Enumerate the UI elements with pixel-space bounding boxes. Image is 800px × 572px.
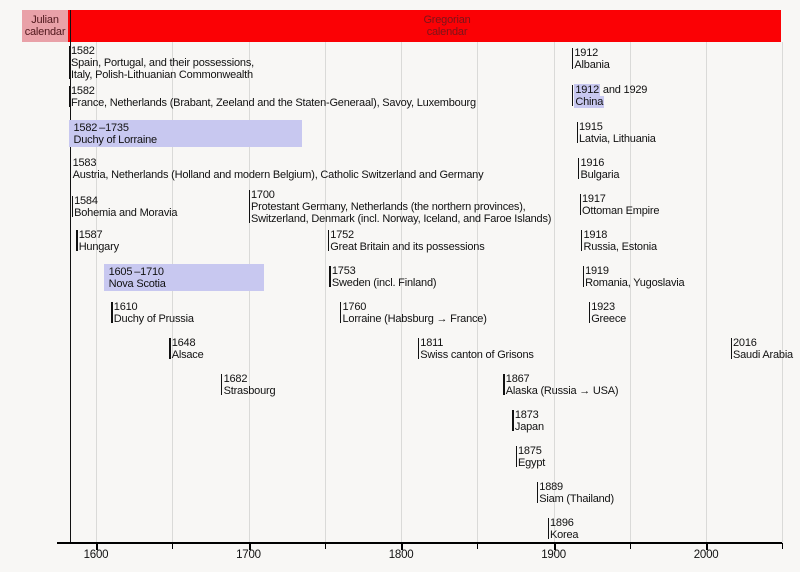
event-tick: [70, 158, 71, 179]
gridline: [706, 42, 707, 543]
x-axis-line: [57, 542, 782, 544]
event-tick: [572, 85, 573, 106]
event-name: Hungary: [78, 241, 119, 253]
timeline-event: [591, 301, 626, 325]
event-tick: [589, 302, 590, 323]
event-tick: [340, 302, 341, 323]
x-axis-minor-tick: [630, 543, 631, 549]
x-axis-tick-label: 1600: [83, 549, 109, 561]
event-tick: [329, 266, 330, 287]
event-range-box: [69, 120, 302, 147]
event-name: Great Britain and its possessions: [330, 241, 485, 253]
event-year: 1915: [579, 121, 603, 133]
timeline-event: [71, 85, 476, 109]
event-tick: [169, 338, 170, 359]
event-name: Russia, Estonia: [583, 241, 657, 253]
timeline-event: [539, 481, 614, 505]
x-axis-tick-label: 1900: [541, 549, 566, 561]
event-tick: [581, 230, 582, 251]
event-year: 1610: [113, 301, 138, 313]
event-name: Alsace: [171, 349, 204, 361]
event-year: 1912 and 1929: [575, 84, 648, 96]
x-axis-tick-label: 1800: [388, 549, 414, 561]
event-name: Spain, Portugal, and their possessions,: [71, 57, 254, 69]
timeline-event: [332, 265, 436, 289]
event-year: 2016: [733, 337, 757, 349]
event-name: Japan: [514, 421, 544, 433]
event-tick: [418, 338, 419, 359]
event-tick: [548, 518, 549, 539]
event-tick: [537, 482, 538, 503]
event-tick: [328, 230, 329, 251]
event-year: 1648: [171, 337, 196, 349]
event-tick: [249, 190, 250, 223]
event-tick: [572, 48, 573, 69]
gridline: [325, 42, 326, 543]
event-name: France, Netherlands (Brabant, Zeeland and the Staten-Generaal), Savoy, Luxembourg: [71, 97, 476, 109]
event-name: Nova Scotia: [108, 278, 166, 290]
julian-calendar-band: [22, 10, 68, 42]
event-tick: [580, 194, 581, 215]
event-tick: [111, 302, 112, 323]
event-name: Albania: [574, 59, 610, 71]
event-name: Alaska (Russia → USA): [505, 385, 619, 397]
timeline-event: [172, 337, 204, 361]
gridline: [96, 42, 97, 543]
event-year: 1919: [585, 265, 609, 277]
event-tick: [221, 374, 222, 395]
event-tick: [503, 374, 504, 395]
event-tick: [516, 446, 517, 467]
x-axis-tick-label: 1700: [236, 549, 261, 561]
gridline: [477, 42, 478, 543]
gridline: [554, 42, 555, 543]
timeline-event: [584, 229, 657, 253]
highlight: 1912: [575, 84, 600, 96]
event-year: 1889: [539, 481, 563, 493]
event-year: 1811: [420, 337, 444, 349]
event-tick: [69, 86, 70, 107]
event-name: Lorraine (Habsburg → France): [342, 313, 487, 325]
timeline-event: [581, 157, 620, 181]
event-tick: [577, 122, 578, 143]
event-tick: [583, 266, 584, 287]
event-name: Duchy of Lorraine: [73, 134, 157, 146]
event-year: 1682: [223, 373, 248, 385]
gridline: [172, 42, 173, 543]
timeline-event: [506, 373, 619, 397]
event-name: Bohemia and Moravia: [74, 207, 178, 219]
event-name: Strasbourg: [223, 385, 276, 397]
gridline: [249, 42, 250, 543]
event-year: 1918: [583, 229, 608, 241]
event-tick: [69, 46, 70, 79]
event-year: 1917: [582, 193, 606, 205]
event-tick: [76, 230, 77, 251]
event-name: Protestant Germany, Netherlands (the northern provinces),: [251, 201, 526, 213]
event-name: Switzerland, Denmark (incl. Norway, Iceland, and Faroe Islands): [251, 213, 552, 225]
x-axis-tick-label: 2000: [693, 549, 719, 561]
gridline: [630, 42, 631, 543]
gregorian-calendar-band: [68, 10, 781, 42]
event-name: Egypt: [518, 457, 546, 469]
timeline-event: [574, 47, 609, 71]
timeline-event: [420, 337, 533, 361]
event-name: Sweden (incl. Finland): [331, 277, 437, 289]
event-name: [574, 96, 647, 108]
gridline: [782, 42, 783, 543]
event-year: 1605 –1710: [108, 266, 164, 278]
event-year: 1752: [330, 229, 354, 241]
event-year: 1916: [580, 157, 605, 169]
highlight: China: [575, 96, 604, 108]
event-year: 1923: [591, 301, 615, 313]
gridline: [401, 42, 402, 543]
event-year: 1582: [71, 85, 95, 97]
timeline-event: [515, 409, 544, 433]
timeline-event: [71, 45, 254, 81]
event-name: Italy, Polish-Lithuanian Commonwealth: [71, 69, 253, 81]
event-name: Romania, Yugoslavia: [585, 277, 685, 289]
event-tick: [578, 158, 579, 179]
timeline-event: [518, 445, 545, 469]
x-axis-minor-tick: [172, 543, 173, 549]
x-axis-minor-tick: [477, 543, 478, 549]
event-year: 1760: [342, 301, 367, 313]
timeline-event: [550, 517, 578, 541]
x-axis-minor-tick: [782, 543, 783, 549]
timeline-event: [585, 265, 684, 289]
gregorian-band-label: Gregorian calendar: [423, 14, 471, 38]
event-year: 1912: [574, 47, 599, 59]
event-year: 1867: [505, 373, 530, 385]
event-year: 1700: [251, 189, 275, 201]
event-tick: [731, 338, 732, 359]
event-range-box: [104, 264, 264, 291]
event-year: 1873: [514, 409, 539, 421]
event-year: 1896: [550, 517, 574, 529]
event-name: Siam (Thailand): [539, 493, 614, 505]
timeline-event: [251, 189, 551, 225]
event-year: 1753: [331, 265, 356, 277]
event-year: 1582: [71, 45, 95, 57]
event-name: Korea: [550, 529, 579, 541]
timeline-event: [114, 301, 194, 325]
timeline-event: [733, 337, 793, 361]
timeline-event: [79, 229, 119, 253]
event-year: 1584: [74, 195, 98, 207]
timeline-event: [73, 157, 484, 181]
event-name: Bulgaria: [580, 169, 620, 181]
event-year: 1587: [78, 229, 103, 241]
timeline-event: [582, 193, 659, 217]
event-year: 1583: [72, 157, 97, 169]
event-name: Duchy of Prussia: [113, 313, 194, 325]
timeline-event: [74, 195, 177, 219]
event-name: Greece: [591, 313, 627, 325]
event-year: 1582 –1735: [73, 122, 129, 134]
event-name: Austria, Netherlands (Holland and modern Belgium), Catholic Switzerland and Germany: [72, 169, 484, 181]
julian-band-label: Julian calendar: [24, 14, 66, 38]
event-name: Latvia, Lithuania: [579, 133, 656, 145]
timeline-event: [330, 229, 484, 253]
timeline-event: [224, 373, 276, 397]
timeline-event: [574, 84, 647, 108]
event-name: Ottoman Empire: [582, 205, 660, 217]
event-tick: [72, 196, 73, 217]
event-name: Saudi Arabia: [733, 349, 793, 361]
event-tick: [512, 410, 513, 431]
event-name: Swiss canton of Grisons: [420, 349, 534, 361]
event-year: 1875: [518, 445, 542, 457]
x-axis-minor-tick: [325, 543, 326, 549]
timeline-event: [343, 301, 487, 325]
timeline-event: [579, 121, 656, 145]
